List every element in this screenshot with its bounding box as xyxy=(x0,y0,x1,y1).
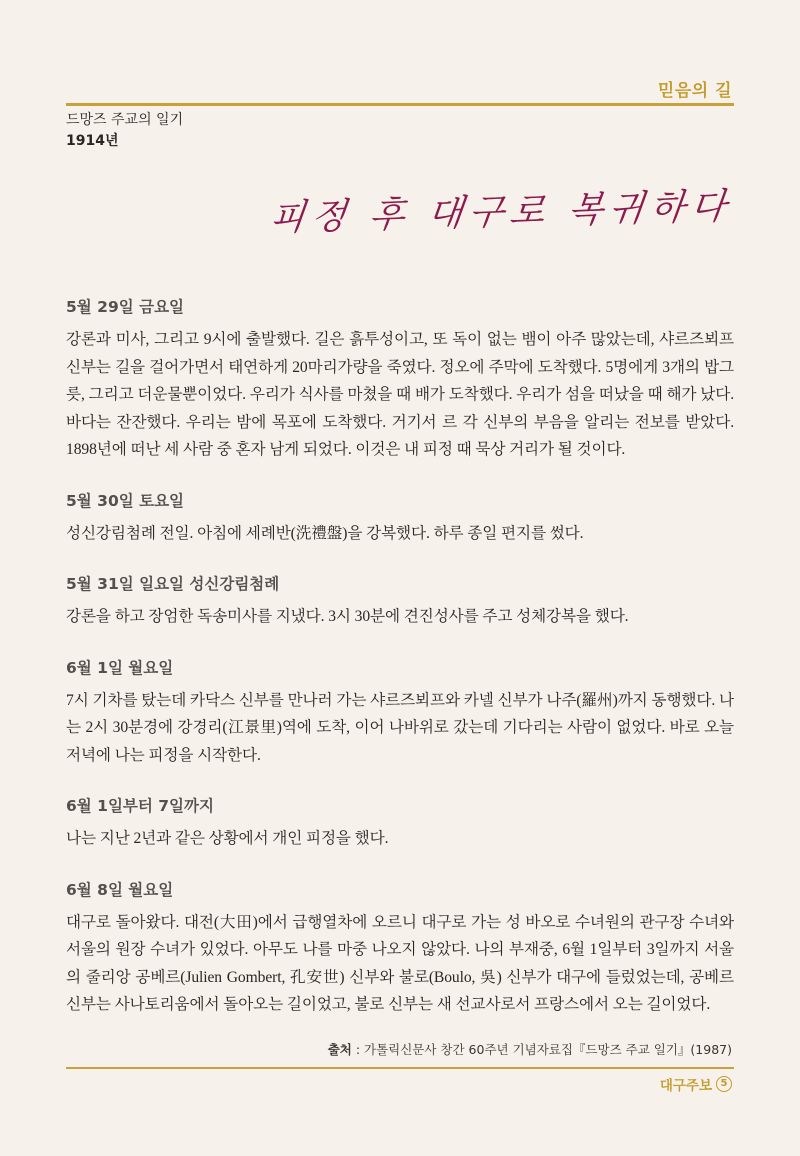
entry-body: 7시 기차를 탔는데 카닥스 신부를 만나러 가는 샤르즈뵈프와 카넬 신부가 나주(羅州)까지 동행했다. 나는 2시 30분경에 강경리(江景里)역에 도착, 이어 나바위로 갔는데 기다리는 사람이 없었다. 바로 오늘 저녁에 나는 피정을 시작한다. xyxy=(66,691,734,764)
bottom-divider xyxy=(66,1067,734,1069)
top-divider xyxy=(66,103,734,106)
entry-body: 성신강림첨례 전일. 아침에 세례반(洗禮盤)을 강복했다. 하루 종일 편지를 썼다. xyxy=(66,524,584,542)
section-label: 믿음의 길 xyxy=(657,81,732,101)
page-number: 5 xyxy=(716,1076,732,1092)
entry-body: 나는 지난 2년과 같은 상황에서 개인 피정을 했다. xyxy=(66,830,389,847)
entry-date: 5월 30일 토요일 xyxy=(66,491,185,510)
entry-date: 6월 1일 월요일 xyxy=(66,658,174,677)
diary-entry xyxy=(66,657,734,770)
page-footer xyxy=(660,1074,732,1094)
entry-date: 5월 31일 일요일 성신강림첨례 xyxy=(66,575,280,593)
diary-entry xyxy=(66,296,734,464)
entry-body: 강론을 하고 장엄한 독송미사를 지냈다. 3시 30분에 견진성사를 주고 성체강복을 했다. xyxy=(66,608,629,625)
diary-entry xyxy=(66,490,734,548)
headline: 피정 후 대구로 복귀하다 xyxy=(267,186,735,240)
entry-date: 5월 29일 금요일 xyxy=(66,298,185,316)
source-citation xyxy=(328,1040,732,1058)
series-title: 드망즈 주교의 일기 xyxy=(66,112,184,128)
diary-entry xyxy=(66,879,734,1019)
publication-name: 대구주보 xyxy=(659,1078,712,1094)
diary-entries xyxy=(66,296,734,1045)
diary-entry xyxy=(66,573,734,631)
diary-entry xyxy=(66,795,734,853)
series-year: 1914년 xyxy=(66,133,119,149)
source-text: : 가톨릭신문사 창간 60주년 기념자료집『드망즈 주교 일기』(1987) xyxy=(351,1042,732,1057)
entry-date: 6월 8일 월요일 xyxy=(66,880,174,899)
source-label: 출처 xyxy=(327,1042,352,1057)
entry-body: 강론과 미사, 그리고 9시에 출발했다. 길은 흙투성이고, 또 독이 없는 뱀이 아주 많았는데, 샤르즈뵈프 신부는 길을 걸어가면서 태연하게 20마리가량을 죽였다. 정오에 주막에 도착했다. 5명에게 3개의 밥그릇, 그리고 더운물뿐이었다. 우리가 식사를 마쳤을 때 배가 도착했다. 우리가 섬을 떠났을 때 해가 났다. 바다는 잔잔했다. 우리는 밤에 목포에 도착했다. 거기서 르 각 신부의 부음을 알리는 전보를 받았다. 1898년에 떠난 세 사람 중 혼자 남게 되었다. 이것은 내 피정 때 묵상 거리가 될 것이다. xyxy=(66,331,734,458)
entry-date: 6월 1일부터 7일까지 xyxy=(66,797,214,815)
series-header xyxy=(66,110,183,152)
entry-body: 대구로 돌아왔다. 대전(大田)에서 급행열차에 오르니 대구로 가는 성 바오로 수녀원의 관구장 수녀와 서울의 원장 수녀가 있었다. 아무도 나를 마중 나오지 않았다. 나의 부재중, 6월 1일부터 3일까지 서울의 줄리앙 공베르(Julien Gombert, 孔安世) 신부와 불로(Boulo, 吳) 신부가 대구에 들렀었는데, 공베르 신부는 사나토리움에서 돌아오는 길이었고, 불로 신부는 새 선교사로서 프랑스에서 오는 길이었다. xyxy=(66,913,734,1013)
